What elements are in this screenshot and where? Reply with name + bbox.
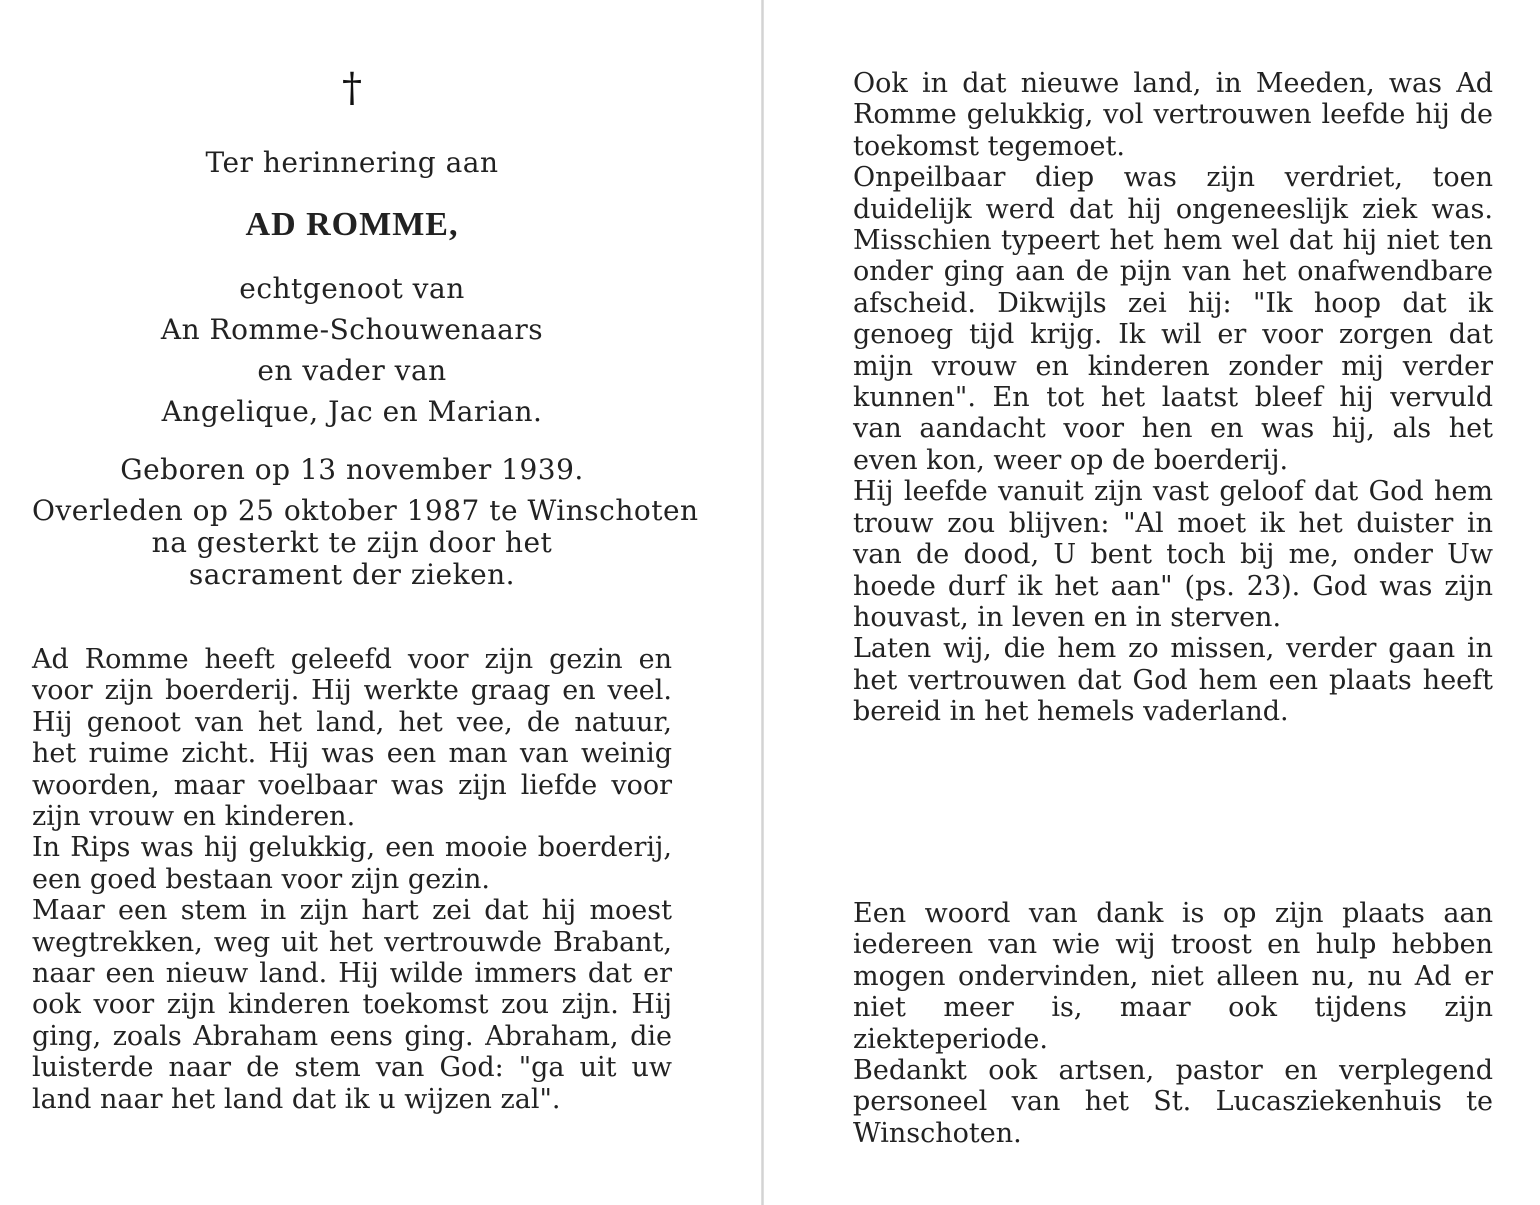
children-label: en vader van [257,354,447,387]
spouse-label: echtgenoot van [239,272,465,305]
thanks-text [853,898,1493,1149]
cross-icon: † [342,65,362,111]
deceased-name: AD ROMME, [245,206,459,243]
death-line-2: na gesterkt te zijn door het [151,526,553,559]
death-line-3: sacrament der zieken. [188,558,516,591]
intro-text: Ter herinnering aan [205,146,499,179]
children-names: Angelique, Jac en Marian. [161,395,543,428]
birth-date: Geboren op 13 november 1939. [120,453,584,486]
page-fold [761,0,764,1205]
biography-paragraph: Maar een stem in zijn hart zei dat hij moest wegtrekken, weg uit het vertrouwde Brabant, naar een nieuw land. Hij wilde immers dat er ook voor zijn kinderen toekomst zou zijn. Hij ging, zoals Abraham eens ging. Abraham, die luisterde naar de stem van God: "ga uit uw land naar het land dat ik u wijzen zal". [32,895,672,1115]
death-line-1: Overleden op 25 oktober 1987 te Winschoten [32,494,699,527]
thanks-paragraph: Bedankt ook artsen, pastor en verplegend personeel van het St. Lucasziekenhuis te Winschoten. [853,1055,1493,1149]
biography-paragraph: Hij leefde vanuit zijn vast geloof dat God hem trouw zou blijven: "Al moet ik het duister in van de dood, U bent toch bij me, onder Uw hoede durf ik het aan" (ps. 23). God was zijn houvast, in leven en in sterven. [853,476,1493,633]
biography-paragraph: Onpeilbaar diep was zijn verdriet, toen duidelijk werd dat hij ongeneeslijk ziek was. Misschien typeert het hem wel dat hij niet ten onder ging aan de pijn van het onafwendbare afscheid. Dikwijls zei hij: "Ik hoop dat ik genoeg tijd krijg. Ik wil er voor zorgen dat mijn vrouw en kinderen zonder mij verder kunnen". En tot het laatst bleef hij vervuld van aandacht voor hen en was hij, als het even kon, weer op de boerderij. [853,162,1493,476]
thanks-paragraph: Een woord van dank is op zijn plaats aan iedereen van wie wij troost en hulp hebben mogen ondervinden, niet alleen nu, nu Ad er niet meer is, maar ook tijdens zijn ziekteperiode. [853,898,1493,1055]
biography-continued [853,68,1493,728]
biography-paragraph: In Rips was hij gelukkig, een mooie boerderij, een goed bestaan voor zijn gezin. [32,832,672,895]
biography-paragraph: Laten wij, die hem zo missen, verder gaan in het vertrouwen dat God hem een plaats heeft bereid in het hemels vaderland. [853,633,1493,728]
biography-paragraph: Ook in dat nieuwe land, in Meeden, was Ad Romme gelukkig, vol vertrouwen leefde hij de toekomst tegemoet. [853,68,1493,162]
biography-text [32,644,672,1115]
spouse-name: An Romme-Schouwenaars [160,313,544,346]
biography-paragraph: Ad Romme heeft geleefd voor zijn gezin en voor zijn boerderij. Hij werkte graag en veel. Hij genoot van het land, het vee, de natuur, het ruime zicht. Hij was een man van weinig woorden, maar voelbaar was zijn liefde voor zijn vrouw en kinderen. [32,644,672,833]
